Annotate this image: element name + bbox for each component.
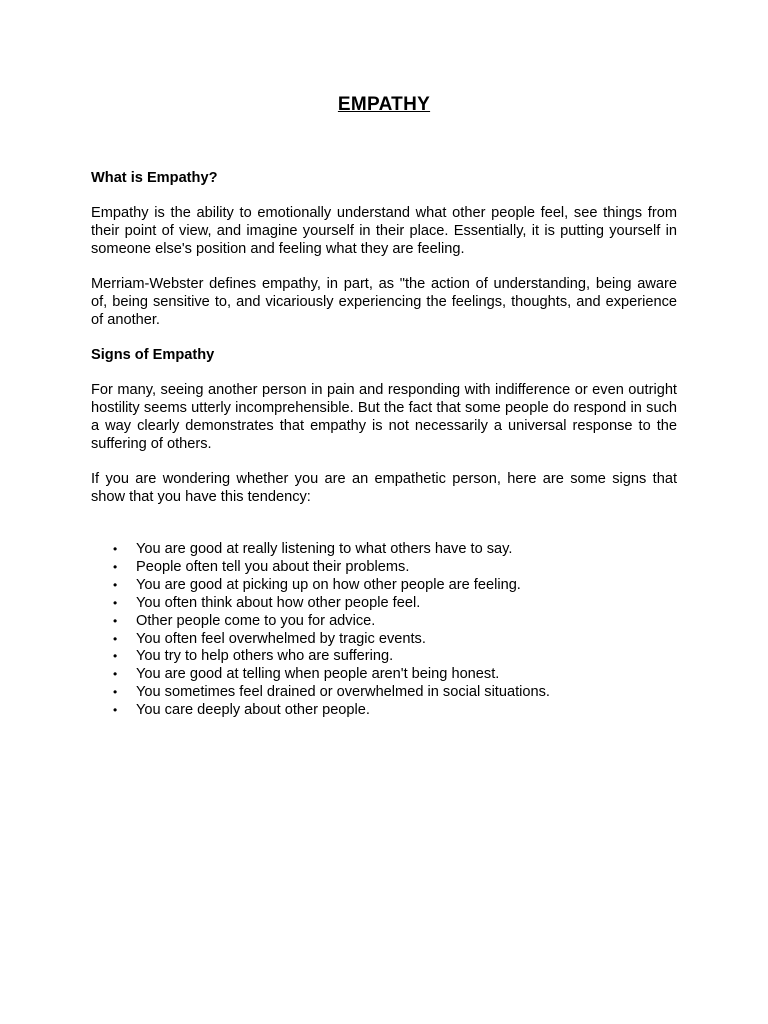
list-item <box>91 541 677 559</box>
bullet-icon: • <box>113 559 118 574</box>
list-item <box>91 559 677 577</box>
list-item-text: You often feel overwhelmed by tragic events. <box>136 630 426 647</box>
bullet-icon: • <box>113 631 118 646</box>
list-item-text: You often think about how other people feel. <box>136 594 421 611</box>
paragraph-indifference: For many, seeing another person in pain and responding with indifference or even outright hostility seems utterly incomprehensible. But the fact that some people do respond in such a way clearly demonstrates that empathy is not necessarily a universal response to the suffering of others. <box>91 382 677 452</box>
document-title: EMPATHY <box>337 94 431 115</box>
list-item <box>91 702 677 720</box>
paragraph-signs-intro: If you are wondering whether you are an empathetic person, here are some signs that show that you have this tendency: <box>91 471 677 505</box>
section-heading-what-is-empathy: What is Empathy? <box>91 170 218 186</box>
bullet-icon: • <box>113 613 118 628</box>
list-item-text: People often tell you about their problems. <box>136 558 410 575</box>
bullet-icon: • <box>113 577 118 592</box>
bullet-icon: • <box>113 685 118 700</box>
document-body <box>91 169 677 720</box>
list-item <box>91 666 677 684</box>
paragraph-definition: Empathy is the ability to emotionally understand what other people feel, see things from their point of view, and imagine yourself in their place. Essentially, it is putting yourself in someone else's position and feeling what they are feeling. <box>91 205 677 257</box>
list-item-text: You are good at telling when people aren't being honest. <box>136 666 500 683</box>
paragraph-merriam-webster: Merriam-Webster defines empathy, in part, as "the action of understanding, being aware of, being sensitive to, and vicariously experiencing the feelings, thoughts, and experience of another. <box>91 276 677 328</box>
section-heading-signs-of-empathy: Signs of Empathy <box>91 347 215 363</box>
bullet-icon: • <box>113 649 118 664</box>
list-item <box>91 613 677 631</box>
bullet-icon: • <box>113 667 118 682</box>
bullet-icon: • <box>113 542 118 556</box>
list-item <box>91 631 677 649</box>
signs-list <box>91 541 677 720</box>
bullet-icon: • <box>113 703 118 718</box>
list-item-text: You try to help others who are suffering. <box>136 648 394 665</box>
list-item-text: You are good at picking up on how other people are feeling. <box>136 576 521 593</box>
list-item-text: You care deeply about other people. <box>136 702 370 719</box>
list-item <box>91 648 677 666</box>
list-item-text: Other people come to you for advice. <box>136 612 376 629</box>
list-item-text: You are good at really listening to what others have to say. <box>136 541 513 557</box>
list-item <box>91 595 677 613</box>
list-item <box>91 684 677 702</box>
bullet-icon: • <box>113 595 118 610</box>
list-item <box>91 577 677 595</box>
list-item-text: You sometimes feel drained or overwhelmed in social situations. <box>136 684 550 701</box>
